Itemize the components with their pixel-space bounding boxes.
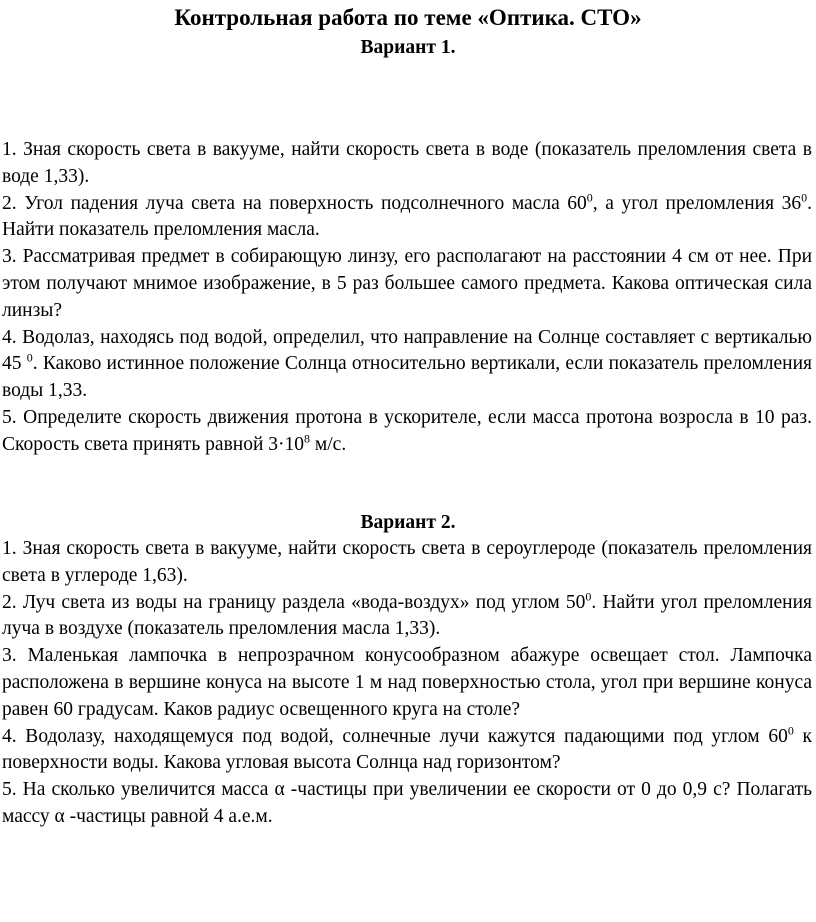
variant-2-problem-5: 5. На сколько увеличится масса α -частицы при увеличении ее скорости от 0 до 0,9 с? Полагать массу α -частицы равной 4 а.е.м. [2,779,812,827]
variant-2-problem-1: 1. Зная скорость света в вакууме, найти скорость света в сероуглероде (показатель преломления света в углероде 1,63). [2,538,812,586]
variant-2-problem-3: 3. Маленькая лампочка в непрозрачном конусообразном абажуре освещает стол. Лампочка расположена в вершине конуса на высоте 1 м над поверхностью стола, угол при вершине конуса равен 60 градусам. Каков радиус освещенного круга на столе? [2,645,812,720]
variant-1-heading: Вариант 1. [360,37,456,58]
variant-1-problem-1: 1. Зная скорость света в вакууме, найти скорость света в воде (показатель преломления света в воде 1,33). [2,139,812,187]
variant-2-problems [2,536,812,831]
variant-1-problem-4: 4. Водолаз, находясь под водой, определил, что направление на Солнце составляет с вертикалью 45 $^0$. Каково истинное положение Солнца относительно вертикали, если показатель преломления воды 1,33. [2,326,813,402]
variant-1-problems [2,137,812,459]
variant-1-problem-3: 3. Рассматривая предмет в собирающую линзу, его располагают на расстоянии 4 см от нее. При этом получают мнимое изображение, в 5 раз большее самого предмета. Какова оптическая сила линзы? [2,246,812,321]
variant-1-problem-5: 5. Определите скорость движения протона в ускорителе, если масса протона возросла в 10 раз. Скорость света принять равной $3\cdot 10^8$ м/с. [2,406,812,455]
variant-2-heading: Вариант 2. [360,512,456,533]
variant-1-problem-2: 2. Угол падения луча света на поверхность подсолнечного масла $60^0$, а угол преломления $36^0$. Найти показатель преломления масла. [2,190,812,241]
variant-2-problem-4: 4. Водолазу, находящемуся под водой, солнечные лучи кажутся падающими под углом $60^0$ к поверхности воды. Какова угловая высота Солнца над горизонтом? [2,723,812,774]
variant-2-problem-2: 2. Луч света из воды на границу раздела «вода-воздух» под углом $50^0$. Найти угол преломления луча в воздухе (показатель преломления масла 1,33). [2,589,812,640]
document-title: Контрольная работа по теме «Оптика. СТО» [174,5,642,30]
